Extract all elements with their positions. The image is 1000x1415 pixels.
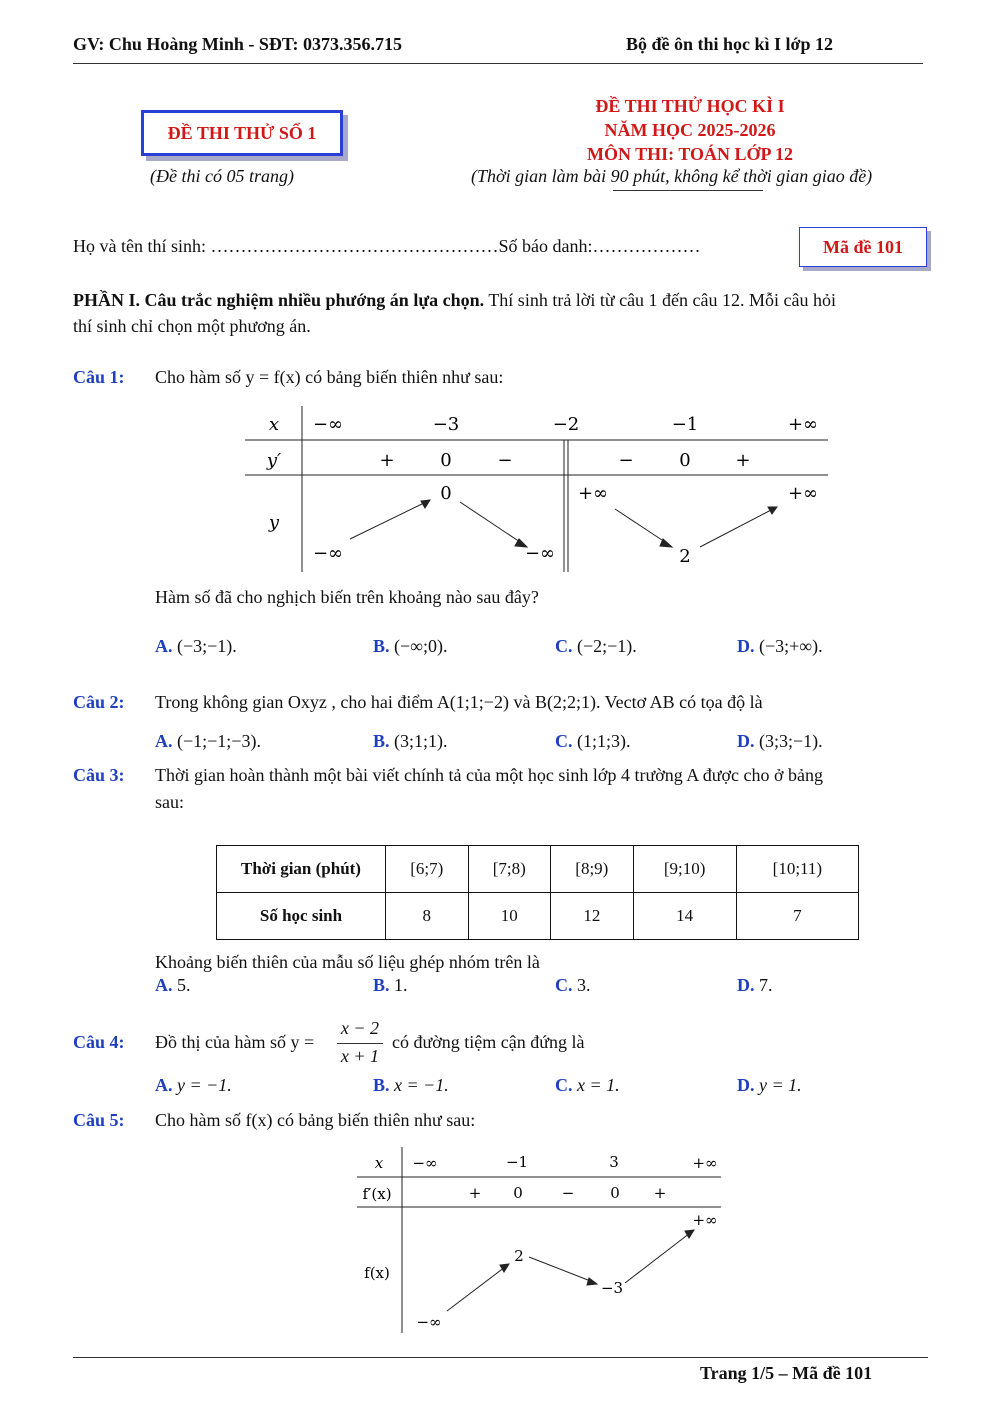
option-letter: B. xyxy=(373,1075,390,1095)
q1-label: Câu 1: xyxy=(73,367,125,387)
q1-yp-sign: 0 xyxy=(440,450,452,471)
part1-desc: Thí sinh trả lời từ câu 1 đến câu 12. Mỗi câu hỏi xyxy=(484,290,837,310)
q1-y-value: −∞ xyxy=(312,543,344,564)
q1-yp-sign: − xyxy=(618,450,634,471)
exam-title-line3: MÔN THI: TOÁN LỚP 12 xyxy=(586,144,794,164)
option-text: (−3;+∞). xyxy=(759,636,823,656)
q1-variation-table xyxy=(240,402,840,577)
table-row xyxy=(217,893,859,940)
table-cell: 12 xyxy=(551,893,634,940)
option-letter: D. xyxy=(737,975,755,995)
q1-option-a[interactable] xyxy=(155,636,237,657)
option-text: (−∞;0). xyxy=(394,636,448,656)
header-right: Bộ đề ôn thi học kì I lớp 12 xyxy=(626,34,834,54)
q1-y-value: +∞ xyxy=(787,483,819,504)
q1-option-c[interactable] xyxy=(555,636,637,657)
option-letter: A. xyxy=(155,731,173,751)
table-cell: [8;9) xyxy=(551,846,634,893)
q1-x-label: x xyxy=(268,414,280,435)
time-note: (Thời gian làm bài 90 phút, không kể thời gian giao đề) xyxy=(471,166,873,186)
q1-x-value: −∞ xyxy=(312,414,344,435)
option-letter: A. xyxy=(155,975,173,995)
footer-rule xyxy=(73,1357,928,1358)
option-letter: A. xyxy=(155,1075,173,1095)
option-text: 5. xyxy=(177,975,191,995)
option-text: (3;3;−1). xyxy=(759,731,823,751)
q3-option-c[interactable] xyxy=(555,975,591,996)
q1-y-value: 0 xyxy=(440,483,452,504)
table-header-cell: Thời gian (phút) xyxy=(217,846,386,893)
table-row xyxy=(217,846,859,893)
option-text: 3. xyxy=(577,975,591,995)
q1-x-value: −3 xyxy=(432,414,460,435)
option-text: y = 1. xyxy=(759,1075,802,1095)
q5-f-label: f(x) xyxy=(364,1264,390,1282)
q5-label: Câu 5: xyxy=(73,1110,125,1130)
q1-option-d[interactable] xyxy=(737,636,823,657)
part1-title: PHẦN I. Câu trắc nghiệm nhiều phướng án lựa chọn. xyxy=(73,290,485,310)
q5-text: Cho hàm số f(x) có bảng biến thiên như sau: xyxy=(155,1110,476,1130)
q1-x-value: −1 xyxy=(671,414,699,435)
q4-fraction-numerator: x − 2 xyxy=(340,1018,380,1038)
option-letter: C. xyxy=(555,636,573,656)
q1-y-value: +∞ xyxy=(577,483,609,504)
q4-text-after: có đường tiệm cận đứng là xyxy=(392,1032,585,1052)
option-text: y = −1. xyxy=(177,1075,232,1095)
q4-option-b[interactable] xyxy=(373,1075,449,1096)
q5-x-value: −1 xyxy=(505,1153,529,1171)
q4-text-before: Đồ thị của hàm số y = xyxy=(155,1032,315,1052)
table-cell: [9;10) xyxy=(633,846,736,893)
option-text: (−3;−1). xyxy=(177,636,237,656)
q5-x-label: x xyxy=(374,1154,384,1172)
q4-option-c[interactable] xyxy=(555,1075,620,1096)
q5-fp-sign: + xyxy=(653,1184,667,1202)
q1-yp-label: y′ xyxy=(266,450,282,471)
option-text: (−1;−1;−3). xyxy=(177,731,261,751)
pages-note: (Đề thi có 05 trang) xyxy=(150,166,294,186)
q5-fp-label: f′(x) xyxy=(362,1185,392,1203)
table-cell: 7 xyxy=(736,893,858,940)
option-text: x = −1. xyxy=(394,1075,449,1095)
exam-title-line1: ĐỀ THI THỬ HỌC KÌ I xyxy=(595,96,785,116)
option-text: 1. xyxy=(394,975,408,995)
option-letter: B. xyxy=(373,975,390,995)
q3-frequency-table xyxy=(216,845,859,940)
q5-x-value: 3 xyxy=(609,1153,619,1171)
table-cell: 14 xyxy=(633,893,736,940)
q4-option-a[interactable] xyxy=(155,1075,232,1096)
table-cell: 10 xyxy=(468,893,551,940)
part1-desc-2: thí sinh chỉ chọn một phương án. xyxy=(73,316,311,336)
title-underline xyxy=(613,190,763,191)
q5-fp-sign: 0 xyxy=(610,1184,620,1202)
q5-arrows xyxy=(447,1230,694,1311)
q1-x-value: −2 xyxy=(552,414,580,435)
q3-label: Câu 3: xyxy=(73,765,125,785)
student-info-line: Họ và tên thí sinh: …………………………………………Số báo danh:……………… xyxy=(73,236,701,256)
q3-text: Thời gian hoàn thành một bài viết chính tả của một học sinh lớp 4 trường A được cho ở bảng xyxy=(155,765,823,785)
option-text: 7. xyxy=(759,975,773,995)
option-letter: A. xyxy=(155,636,173,656)
q4-fraction-bar xyxy=(337,1043,383,1044)
q1-yp-sign: + xyxy=(379,450,395,471)
q3-option-a[interactable] xyxy=(155,975,191,996)
q1-yp-sign: 0 xyxy=(679,450,691,471)
q3-option-b[interactable] xyxy=(373,975,408,996)
table-cell: [6;7) xyxy=(386,846,469,893)
q4-option-d[interactable] xyxy=(737,1075,802,1096)
option-letter: D. xyxy=(737,1075,755,1095)
q5-f-value: −∞ xyxy=(416,1313,442,1331)
header-rule xyxy=(73,63,923,64)
exam-code-box: Mã đề 101 xyxy=(799,227,927,267)
q3-question: Khoảng biến thiên của mẫu số liệu ghép nhóm trên là xyxy=(155,952,540,972)
q2-label: Câu 2: xyxy=(73,692,125,712)
part1-intro xyxy=(73,290,933,311)
exam-title-line2: NĂM HỌC 2025-2026 xyxy=(604,120,776,140)
q5-fp-sign: − xyxy=(561,1184,575,1202)
q1-x-value: +∞ xyxy=(787,414,819,435)
option-letter: D. xyxy=(737,731,755,751)
option-letter: B. xyxy=(373,636,390,656)
q5-f-value: +∞ xyxy=(692,1211,718,1229)
option-letter: C. xyxy=(555,1075,573,1095)
table-cell: 8 xyxy=(386,893,469,940)
option-letter: B. xyxy=(373,731,390,751)
q3-text-2: sau: xyxy=(155,792,184,812)
table-cell: [7;8) xyxy=(468,846,551,893)
footer-page: Trang 1/5 – Mã đề 101 xyxy=(700,1363,873,1383)
exam-number-box: ĐỀ THI THỬ SỐ 1 xyxy=(141,110,343,156)
q5-x-value: −∞ xyxy=(412,1154,438,1172)
q1-y-value: 2 xyxy=(679,546,691,567)
q5-fp-sign: 0 xyxy=(513,1184,523,1202)
option-letter: D. xyxy=(737,636,755,656)
q5-fp-sign: + xyxy=(468,1184,482,1202)
q1-y-label: y xyxy=(268,512,280,533)
q1-yp-sign: + xyxy=(735,450,751,471)
q2-option-c[interactable] xyxy=(555,731,631,752)
q5-variation-table xyxy=(355,1145,725,1335)
header-left: GV: Chu Hoàng Minh - SĐT: 0373.356.715 xyxy=(73,34,403,54)
q4-fraction-denominator: x + 1 xyxy=(340,1046,380,1066)
option-letter: C. xyxy=(555,975,573,995)
q5-f-value: −3 xyxy=(600,1279,624,1297)
option-text: x = 1. xyxy=(577,1075,620,1095)
option-text: (3;1;1). xyxy=(394,731,448,751)
q2-text: Trong không gian Oxyz , cho hai điểm A(1;1;−2) và B(2;2;1). Vectơ AB có tọa độ là xyxy=(155,692,763,712)
q3-option-d[interactable] xyxy=(737,975,773,996)
q1-option-b[interactable] xyxy=(373,636,448,657)
q2-option-a[interactable] xyxy=(155,731,261,752)
q2-option-d[interactable] xyxy=(737,731,823,752)
option-letter: C. xyxy=(555,731,573,751)
q1-text: Cho hàm số y = f(x) có bảng biến thiên như sau: xyxy=(155,367,504,387)
q5-x-value: +∞ xyxy=(692,1154,718,1172)
q1-question: Hàm số đã cho nghịch biến trên khoảng nào sau đây? xyxy=(155,587,539,607)
q5-f-value: 2 xyxy=(514,1247,524,1265)
option-text: (1;1;3). xyxy=(577,731,631,751)
option-text: (−2;−1). xyxy=(577,636,637,656)
table-cell: [10;11) xyxy=(736,846,858,893)
table-header-cell: Số học sinh xyxy=(217,893,386,940)
q4-label: Câu 4: xyxy=(73,1032,125,1052)
q1-y-value: −∞ xyxy=(524,543,556,564)
q1-yp-sign: − xyxy=(497,450,513,471)
q2-option-b[interactable] xyxy=(373,731,448,752)
